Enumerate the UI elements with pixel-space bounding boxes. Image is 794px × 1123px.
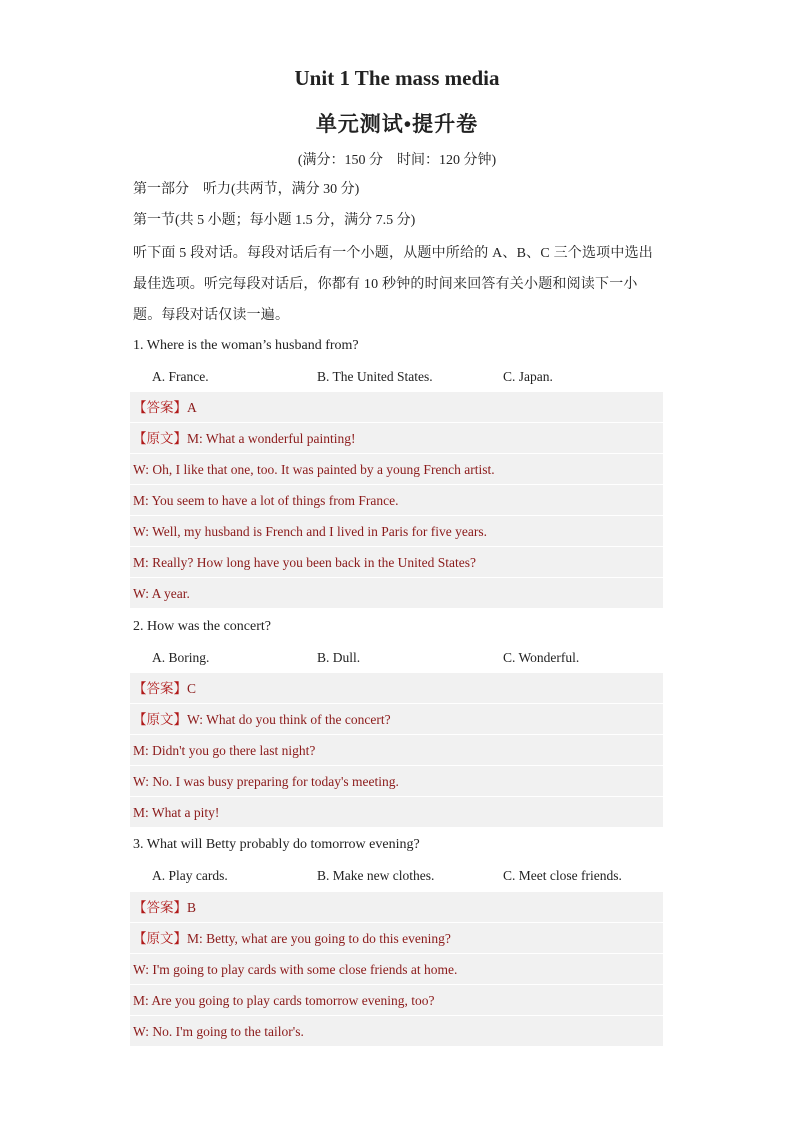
answer-row xyxy=(130,892,663,923)
option-c: C. Meet close friends. xyxy=(503,868,622,883)
answer-row xyxy=(130,673,663,704)
option-c: C. Wonderful. xyxy=(503,650,580,665)
script-line: W: No. I was busy preparing for today's meeting. xyxy=(130,766,663,797)
option-b: B. Dull. xyxy=(317,650,361,665)
question-stem: 2. How was the concert? xyxy=(133,619,272,634)
question-stem: 1. Where is the woman’s husband from? xyxy=(133,338,359,353)
script-line: M: Really? How long have you been back in the United States? xyxy=(130,547,663,578)
option-a: A. France. xyxy=(152,369,209,384)
script-tag: 【原文】 xyxy=(133,931,187,946)
answer-block xyxy=(130,673,663,828)
option-a: A. Play cards. xyxy=(152,868,228,883)
answer-tag: 【答案】 xyxy=(133,681,187,696)
answer-tag: 【答案】 xyxy=(133,900,187,915)
answer-tag: 【答案】 xyxy=(133,400,187,415)
answer-block xyxy=(130,392,663,609)
script-line: M: What a pity! xyxy=(130,797,663,828)
instructions: 听下面 5 段对话。每段对话后有一个小题，从题中所给的 A、B、C 三个选项中选出最佳选项。听完每段对话后，你都有 10 秒钟的时间来回答有关小题和阅读下一小题。每段对话仅读一遍。 xyxy=(133,246,653,323)
script-line xyxy=(130,923,663,954)
exam-meta: (满分：150 分 时间：120 分钟) xyxy=(297,153,497,168)
script-line xyxy=(130,704,663,735)
script-line xyxy=(130,423,663,454)
answer-value: A xyxy=(187,400,197,415)
question-stem: 3. What will Betty probably do tomorrow evening? xyxy=(133,837,420,852)
script-text: M: Betty, what are you going to do this evening? xyxy=(187,931,451,946)
script-line: M: Didn't you go there last night? xyxy=(130,735,663,766)
script-tag: 【原文】 xyxy=(133,712,187,727)
script-line: W: Well, my husband is French and I lived in Paris for five years. xyxy=(130,516,663,547)
script-text: M: What a wonderful painting! xyxy=(187,431,356,446)
script-line: W: I'm going to play cards with some close friends at home. xyxy=(130,954,663,985)
section-heading: 第一节(共 5 小题；每小题 1.5 分，满分 7.5 分) xyxy=(133,213,416,228)
script-line: M: Are you going to play cards tomorrow evening, too? xyxy=(130,985,663,1016)
answer-value: C xyxy=(187,681,197,696)
document-subtitle: 单元测试•提升卷 xyxy=(315,112,479,136)
option-c: C. Japan. xyxy=(503,369,553,384)
option-a: A. Boring. xyxy=(152,650,210,665)
answer-row xyxy=(130,392,663,423)
answer-block xyxy=(130,892,663,1047)
script-line: M: You seem to have a lot of things from France. xyxy=(130,485,663,516)
script-line: W: A year. xyxy=(130,578,663,609)
part-heading: 第一部分 听力(共两节，满分 30 分) xyxy=(133,182,360,197)
script-text: W: What do you think of the concert? xyxy=(187,712,391,727)
script-line: W: Oh, I like that one, too. It was painted by a young French artist. xyxy=(130,454,663,485)
script-tag: 【原文】 xyxy=(133,431,187,446)
option-b: B. Make new clothes. xyxy=(317,868,435,883)
option-b: B. The United States. xyxy=(317,369,433,384)
document-title: Unit 1 The mass media xyxy=(294,66,500,90)
script-line: W: No. I'm going to the tailor's. xyxy=(130,1016,663,1047)
answer-value: B xyxy=(187,900,197,915)
